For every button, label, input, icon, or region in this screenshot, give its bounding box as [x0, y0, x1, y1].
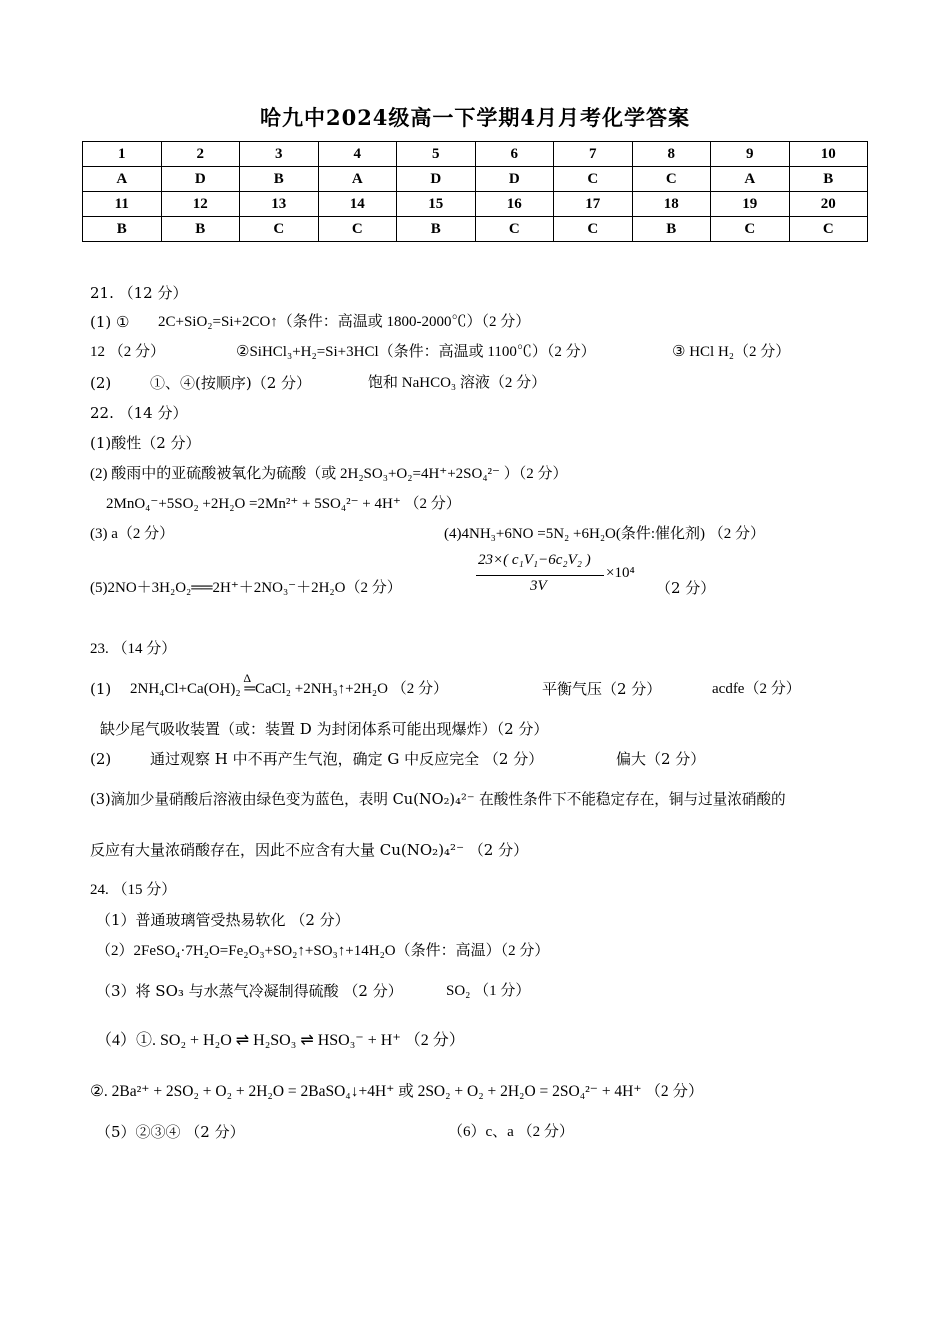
q24-l3-a: （3）将 SO₃ 与水蒸气冷凝制得硫酸 （2 分） [96, 982, 403, 1000]
fraction-denominator: 3V [530, 578, 547, 594]
answer-cell: D [161, 167, 240, 192]
question-number-cell: 19 [711, 192, 790, 217]
question-number-cell: 1 [83, 142, 162, 167]
q24-header: 24. （15 分） [90, 882, 177, 898]
question-number-cell: 8 [632, 142, 711, 167]
answer-table-row [83, 142, 868, 167]
q23-l1-eq [130, 671, 448, 700]
fraction-bar [476, 575, 604, 576]
answer-table-row [83, 192, 868, 217]
q21-l3-c: 饱和 NaHCO₃ 溶液（2 分） [368, 375, 547, 391]
answer-cell: C [711, 217, 790, 242]
answer-cell: C [632, 167, 711, 192]
question-number-cell: 14 [318, 192, 397, 217]
question-number-cell: 15 [397, 192, 476, 217]
q22-l5-b: （2 分） [656, 579, 716, 597]
q23-l3-a: (2) [90, 750, 112, 768]
q23-l4: (3)滴加少量硝酸后溶液由绿色变为蓝色，表明 Cu(NO₂)₄²⁻ 在酸性条件下不能稳定存在，铜与过量浓硝酸的 [90, 791, 786, 808]
question-number-cell: 6 [475, 142, 554, 167]
q21-header: 21. （12 分） [90, 284, 188, 302]
q21-l1-prefix: (1) ① [90, 313, 130, 331]
page-title: 哈九中2024级高一下学期4月月考化学答案 [259, 105, 691, 130]
q24-l3-b: SO₂ （1 分） [446, 983, 531, 999]
question-number-cell: 13 [240, 192, 319, 217]
q23-l1-c: acdfe（2 分） [712, 681, 801, 697]
q21-l3-b: ①、④(按顺序)（2 分） [150, 374, 312, 392]
q23-l3-c: 偏大（2 分） [616, 750, 706, 768]
q24-l4: （4）①. SO₂ + H₂O ⇌ H₂SO₃ ⇌ HSO₃⁻ + H⁺ （2 分） [96, 1032, 465, 1049]
q21-l2-a: 12 （2 分） [90, 344, 166, 360]
question-number-cell: 4 [318, 142, 397, 167]
answer-cell: C [318, 217, 397, 242]
q23-l3-b: 通过观察 H 中不再产生气泡，确定 G 中反应完全 （2 分） [150, 750, 544, 768]
answer-cell: B [789, 167, 868, 192]
q23-eq-pre: 2NH₄Cl+Ca(OH)₂ [130, 681, 245, 697]
q24-l1: （1）普通玻璃管受热易软化 （2 分） [96, 911, 350, 929]
q24-l2: （2）2FeSO₄·7H₂O=Fe₂O₃+SO₂↑+SO₃↑+14H₂O（条件：高温）（2 分） [96, 943, 550, 959]
q23-l5: 反应有大量浓硝酸存在，因此不应含有大量 Cu(NO₂)₄²⁻ （2 分） [90, 841, 529, 859]
question-number-cell: 12 [161, 192, 240, 217]
q23-l1-b: 平衡气压（2 分） [542, 680, 662, 698]
question-number-cell: 7 [554, 142, 633, 167]
q23-l1-a: (1) [90, 680, 112, 698]
answer-table [82, 141, 868, 242]
question-number-cell: 18 [632, 192, 711, 217]
answer-cell: B [83, 217, 162, 242]
question-number-cell: 17 [554, 192, 633, 217]
answer-cell: D [397, 167, 476, 192]
answer-cell: B [161, 217, 240, 242]
answer-cell: A [318, 167, 397, 192]
q21-l3-a: (2) [90, 374, 112, 392]
q24-l6-a: （5）②③④ （2 分） [96, 1123, 245, 1141]
answer-cell: D [475, 167, 554, 192]
q22-l5-a: (5)2NO＋3H₂O₂══2H⁺＋2NO₃⁻＋2H₂O（2 分） [90, 580, 402, 596]
answer-cell: C [554, 167, 633, 192]
q22-l2: (2) 酸雨中的亚硫酸被氧化为硫酸（或 2H₂SO₃+O₂=4H⁺+2SO₄²⁻ ）（2 分） [90, 466, 568, 482]
fraction-multiplier: ×10⁴ [606, 565, 635, 581]
answer-cell: A [711, 167, 790, 192]
q21-l1-eq: 2C+SiO₂=Si+2CO↑（条件：高温或 1800-2000℃）（2 分） [158, 314, 531, 330]
question-number-cell: 3 [240, 142, 319, 167]
q24-l6-b: （6）c、a （2 分） [448, 1124, 574, 1140]
question-number-cell: 11 [83, 192, 162, 217]
q22-l4-b: (4)4NH₃+6NO =5N₂ +6H₂O(条件:催化剂) （2 分） [444, 526, 766, 542]
answer-cell: C [554, 217, 633, 242]
q22-l1: (1)酸性（2 分） [90, 434, 201, 452]
q23-eq-post: ═CaCl₂ +2NH₃↑+2H₂O （2 分） [244, 681, 448, 697]
answer-table-row [83, 217, 868, 242]
question-number-cell: 5 [397, 142, 476, 167]
question-number-cell: 2 [161, 142, 240, 167]
q22-l3: 2MnO₄⁻+5SO₂ +2H₂O =2Mn²⁺ + 5SO₄²⁻ + 4H⁺ （2 分） [106, 496, 461, 512]
answer-cell: B [632, 217, 711, 242]
q21-l2-b: ②SiHCl₃+H₂=Si+3HCl（条件：高温或 1100℃）（2 分） [236, 344, 596, 360]
q22-l4-a: (3) a（2 分） [90, 526, 175, 542]
answer-cell: B [240, 167, 319, 192]
q24-l5: ②. 2Ba²⁺ + 2SO₂ + O₂ + 2H₂O = 2BaSO₄↓+4H⁺ 或 2SO₂ + O₂ + 2H₂O = 2SO₄²⁻ + 4H⁺ （2 分） [90, 1083, 704, 1100]
q23-l2: 缺少尾气吸收装置（或：装置 D 为封闭体系可能出现爆炸）（2 分） [100, 720, 549, 738]
question-number-cell: 16 [475, 192, 554, 217]
answer-cell: C [475, 217, 554, 242]
question-number-cell: 9 [711, 142, 790, 167]
answer-cell: A [83, 167, 162, 192]
q23-header: 23. （14 分） [90, 641, 177, 657]
question-number-cell: 20 [789, 192, 868, 217]
answer-cell: B [397, 217, 476, 242]
answer-cell: C [789, 217, 868, 242]
fraction-numerator: 23×( c₁V₁−6c₂V₂ ) [478, 552, 591, 568]
q21-l2-c: ③ HCl H₂（2 分） [672, 344, 791, 360]
answer-table-row [83, 167, 868, 192]
question-number-cell: 10 [789, 142, 868, 167]
delta-symbol: Δ [243, 671, 252, 685]
q22-fraction-formula [472, 550, 662, 600]
q22-header: 22. （14 分） [90, 404, 188, 422]
answer-cell: C [240, 217, 319, 242]
